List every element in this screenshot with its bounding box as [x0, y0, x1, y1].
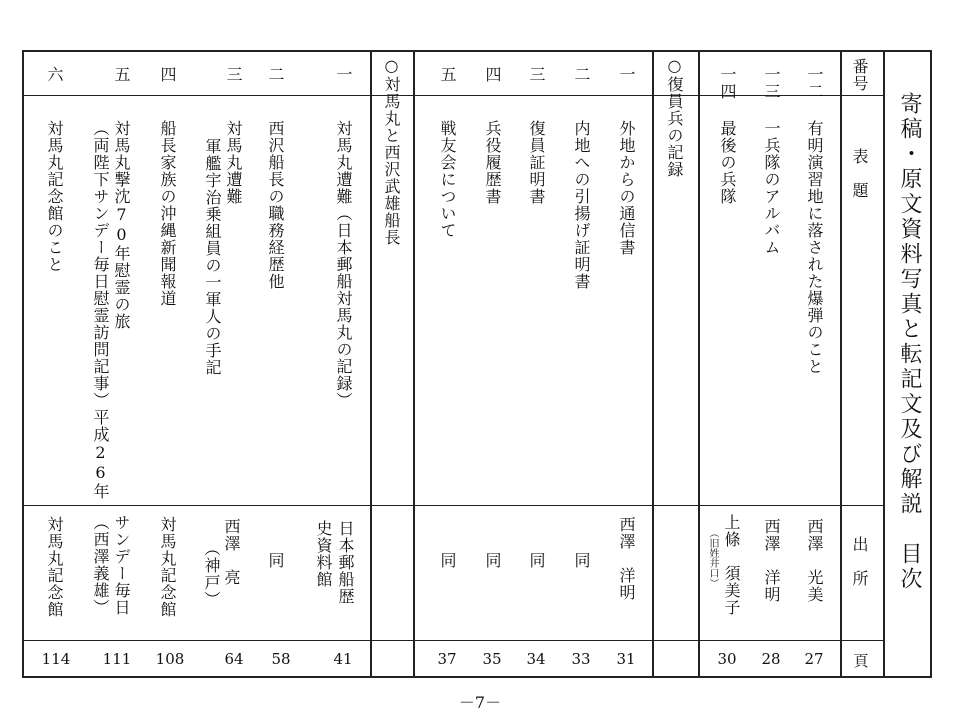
item-subject: 外地からの通信書 [617, 120, 636, 256]
item-page: 58 [271, 650, 291, 668]
item-number: 四 [158, 66, 177, 83]
header-subject: 表 題 [850, 148, 869, 199]
item-source: 西澤 洋明 [762, 518, 781, 603]
rule-subject [22, 505, 884, 506]
item-page: 27 [804, 650, 824, 668]
item-number: 一二 [805, 66, 824, 100]
item-subject: 対馬丸遭難 [224, 120, 243, 205]
header-page: 頁 [853, 652, 869, 670]
rule-number [22, 95, 884, 96]
header-source: 出 所 [850, 536, 869, 587]
item-source: 日本郵船歴 [336, 520, 355, 605]
item-subject: 内地への引揚げ証明書 [572, 120, 591, 290]
item-source: 同 [266, 552, 285, 569]
item-number: 一四 [718, 66, 737, 100]
item-subject-line2: （両陛下サンデー毎日慰霊訪問記事）平成26年 [91, 120, 110, 500]
item-subject: 船長家族の沖縄新聞報道 [158, 120, 177, 307]
page-title: 寄稿・原文資料写真と転記文及び解説 目次 [897, 92, 922, 592]
item-source-line2: （神戸） [202, 540, 221, 608]
divider-section-b-start [652, 50, 654, 678]
item-subject: 復員証明書 [527, 120, 546, 205]
divider-section-c-start [370, 50, 372, 678]
item-subject: 西沢船長の職務経歴他 [266, 120, 285, 290]
item-subject: 一兵隊のアルバム [762, 120, 781, 256]
item-page: 28 [761, 650, 781, 668]
item-source: 同 [483, 552, 502, 569]
item-page: 37 [437, 650, 457, 668]
item-source: 上條 須美子 [722, 514, 741, 616]
item-subject: 有明演習地に落された爆弾のこと [805, 120, 824, 375]
divider-section-a [698, 50, 700, 678]
item-subject: 最後の兵隊 [718, 120, 737, 205]
item-source: 西澤 洋明 [617, 516, 636, 601]
item-number: 一 [334, 66, 353, 83]
item-page: 108 [155, 650, 185, 668]
item-number: 三 [527, 66, 546, 83]
item-page: 30 [717, 650, 737, 668]
item-number: 五 [438, 66, 457, 83]
page-number: －7－ [458, 693, 502, 712]
item-source: 西澤 光美 [805, 518, 824, 603]
item-source-note: （旧姓井口） [707, 528, 718, 588]
item-page: 111 [102, 650, 132, 668]
divider-title [883, 50, 885, 678]
item-number: 五 [112, 66, 131, 83]
item-subject: 兵役履歴書 [483, 120, 502, 205]
item-subject: 対馬丸遭難（日本郵船対馬丸の記録） [334, 120, 353, 409]
item-number: 六 [45, 66, 64, 83]
item-source: 同 [438, 552, 457, 569]
item-page: 64 [224, 650, 244, 668]
item-source: 同 [572, 552, 591, 569]
item-source-line2: 史資料館 [314, 520, 333, 588]
item-subject: 対馬丸撃沈70年慰霊の旅 [112, 120, 131, 330]
header-number: 番号 [850, 58, 869, 92]
item-source: 対馬丸記念館 [45, 516, 64, 618]
item-source: 対馬丸記念館 [158, 516, 177, 618]
item-number: 三 [224, 66, 243, 83]
item-source: 西澤 亮 [222, 518, 241, 586]
rule-source [22, 640, 884, 641]
item-subject-line2: 軍艦宇治乗組員の一軍人の手記 [203, 138, 222, 376]
item-page: 33 [571, 650, 591, 668]
divider-header [840, 50, 842, 678]
item-page: 41 [333, 650, 353, 668]
item-number: 四 [483, 66, 502, 83]
item-page: 35 [482, 650, 502, 668]
item-source: サンデー毎日 [112, 514, 131, 616]
item-source: 同 [527, 552, 546, 569]
section-heading: ○対馬丸と西沢武雄船長 [382, 56, 401, 246]
item-page: 114 [41, 650, 71, 668]
item-number: 二 [266, 66, 285, 83]
item-subject: 対馬丸記念館のこと [45, 120, 64, 273]
item-number: 二 [572, 66, 591, 83]
item-number: 一三 [762, 66, 781, 100]
divider-section-b-end [413, 50, 415, 678]
item-page: 34 [526, 650, 546, 668]
item-source-line2: （西澤義雄） [91, 514, 110, 616]
section-heading: ○復員兵の記録 [665, 56, 684, 178]
item-number: 一 [617, 66, 636, 83]
item-subject: 戦友会について [438, 120, 457, 239]
item-page: 31 [616, 650, 636, 668]
